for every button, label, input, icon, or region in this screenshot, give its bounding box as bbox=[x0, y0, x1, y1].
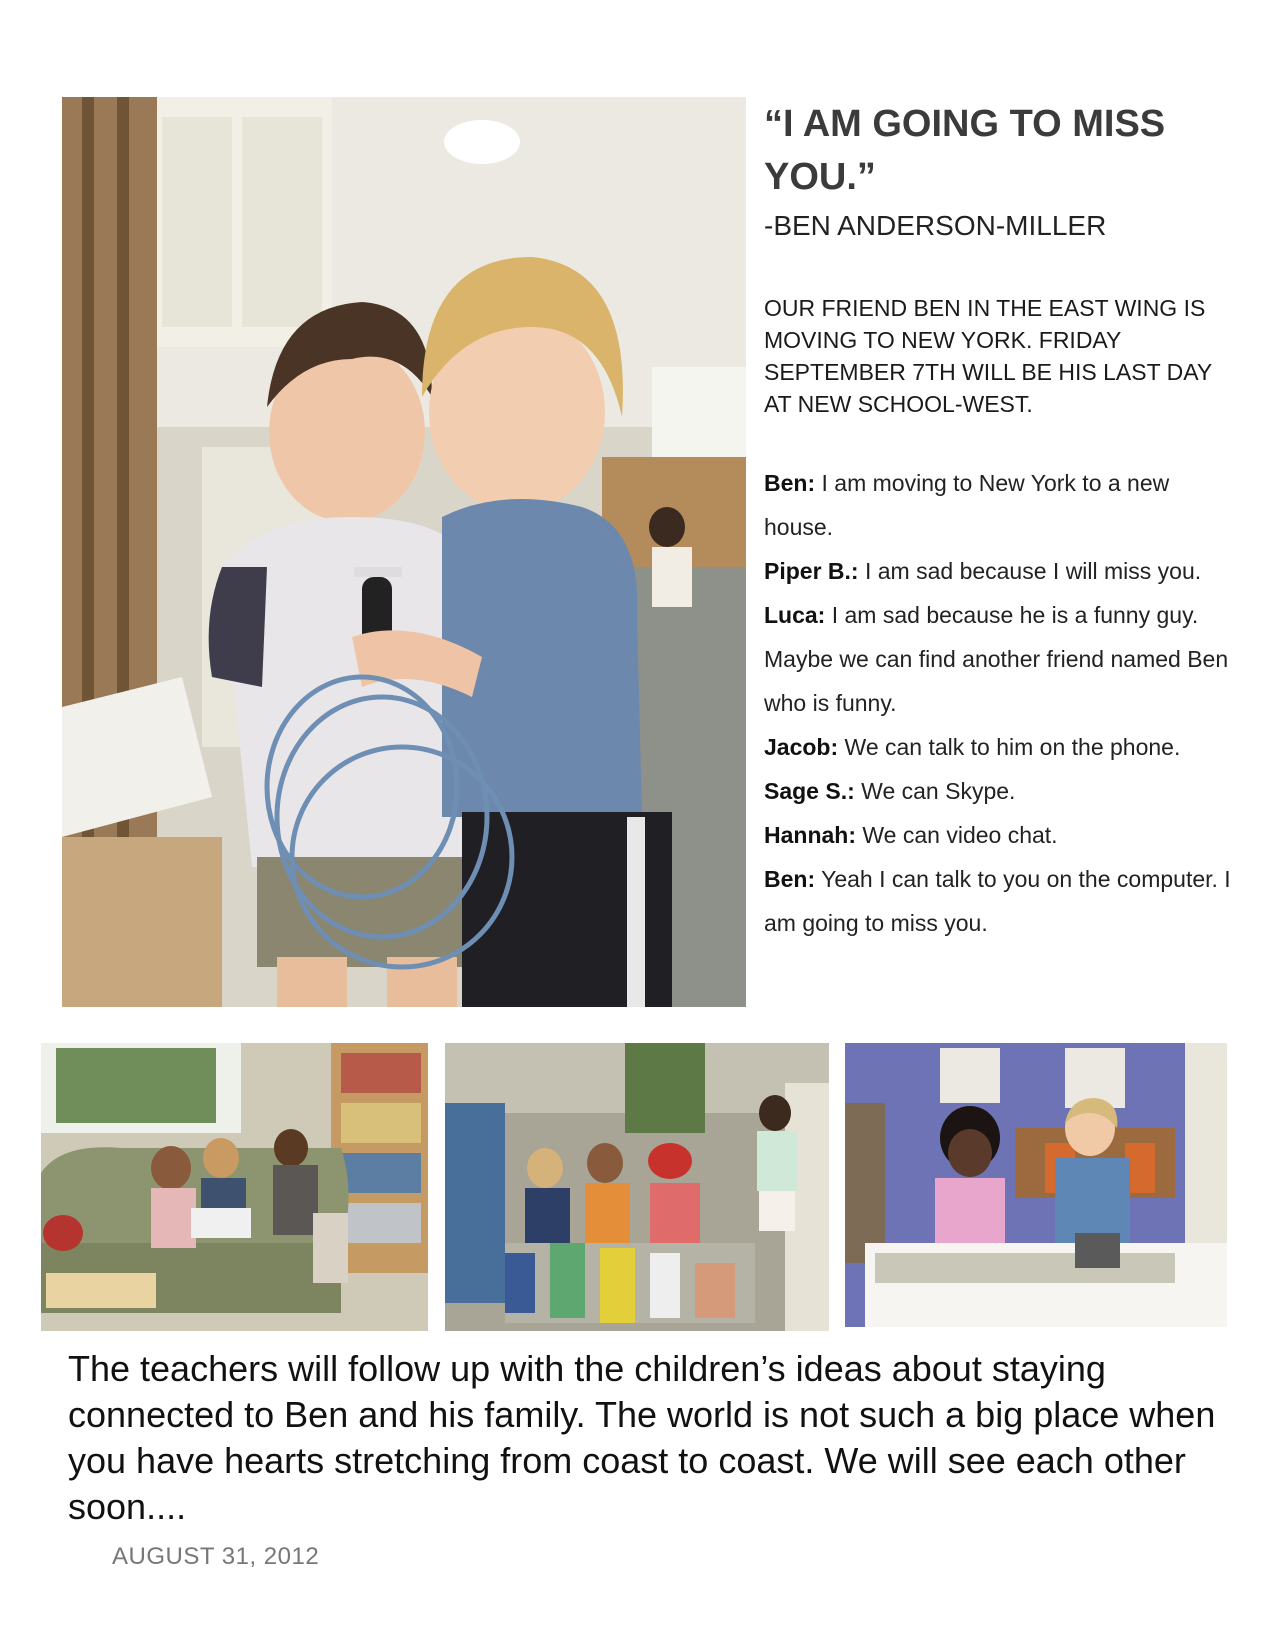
dialogue-text: I am sad because I will miss you. bbox=[858, 558, 1202, 584]
speaker-name: Jacob: bbox=[764, 734, 839, 760]
photo-couch-reading bbox=[41, 1043, 428, 1331]
dialogue-text: I am moving to New York to a new house. bbox=[764, 470, 1170, 540]
dialogue-line bbox=[764, 549, 1244, 593]
quote-block bbox=[764, 98, 1234, 244]
dialogue-text: Yeah I can talk to you on the computer. I am going to miss you. bbox=[764, 866, 1231, 936]
photo-kids-at-table bbox=[845, 1043, 1227, 1327]
speaker-name: Piper B.: bbox=[764, 558, 859, 584]
quote-title: “I AM GOING TO MISS YOU.” bbox=[764, 103, 1166, 198]
speaker-name: Ben: bbox=[764, 470, 816, 496]
speaker-name: Hannah: bbox=[764, 822, 856, 848]
dialogue-text: We can video chat. bbox=[856, 822, 1058, 848]
dialogue-line bbox=[764, 593, 1244, 725]
dialogue-line bbox=[764, 813, 1244, 857]
dialogue bbox=[764, 461, 1244, 945]
dialogue-text: I am sad because he is a funny guy. Maybe we can find another friend named Ben who is funny. bbox=[764, 602, 1229, 716]
closing-paragraph: The teachers will follow up with the children’s ideas about staying connected to Ben and his family. The world is not such a big place when you have hearts stretching from coast to coast. We will see each other soon.... bbox=[68, 1348, 1216, 1527]
speaker-name: Sage S.: bbox=[764, 778, 855, 804]
photo-painting-outdoors bbox=[445, 1043, 829, 1331]
dialogue-line bbox=[764, 725, 1244, 769]
speaker-name: Ben: bbox=[764, 866, 816, 892]
quote-author: -BEN ANDERSON-MILLER bbox=[764, 210, 1107, 241]
dialogue-line bbox=[764, 857, 1244, 945]
intro-paragraph: OUR FRIEND BEN IN THE EAST WING IS MOVING TO NEW YORK. FRIDAY SEPTEMBER 7TH WILL BE HIS LAST DAY AT NEW SCHOOL-WEST. bbox=[764, 295, 1212, 417]
speaker-name: Luca: bbox=[764, 602, 826, 628]
date-stamp: AUGUST 31, 2012 bbox=[112, 1543, 320, 1570]
main-photo bbox=[62, 97, 746, 1007]
dialogue-text: We can Skype. bbox=[854, 778, 1016, 804]
dialogue-line bbox=[764, 461, 1244, 549]
dialogue-line bbox=[764, 769, 1244, 813]
dialogue-text: We can talk to him on the phone. bbox=[838, 734, 1181, 760]
